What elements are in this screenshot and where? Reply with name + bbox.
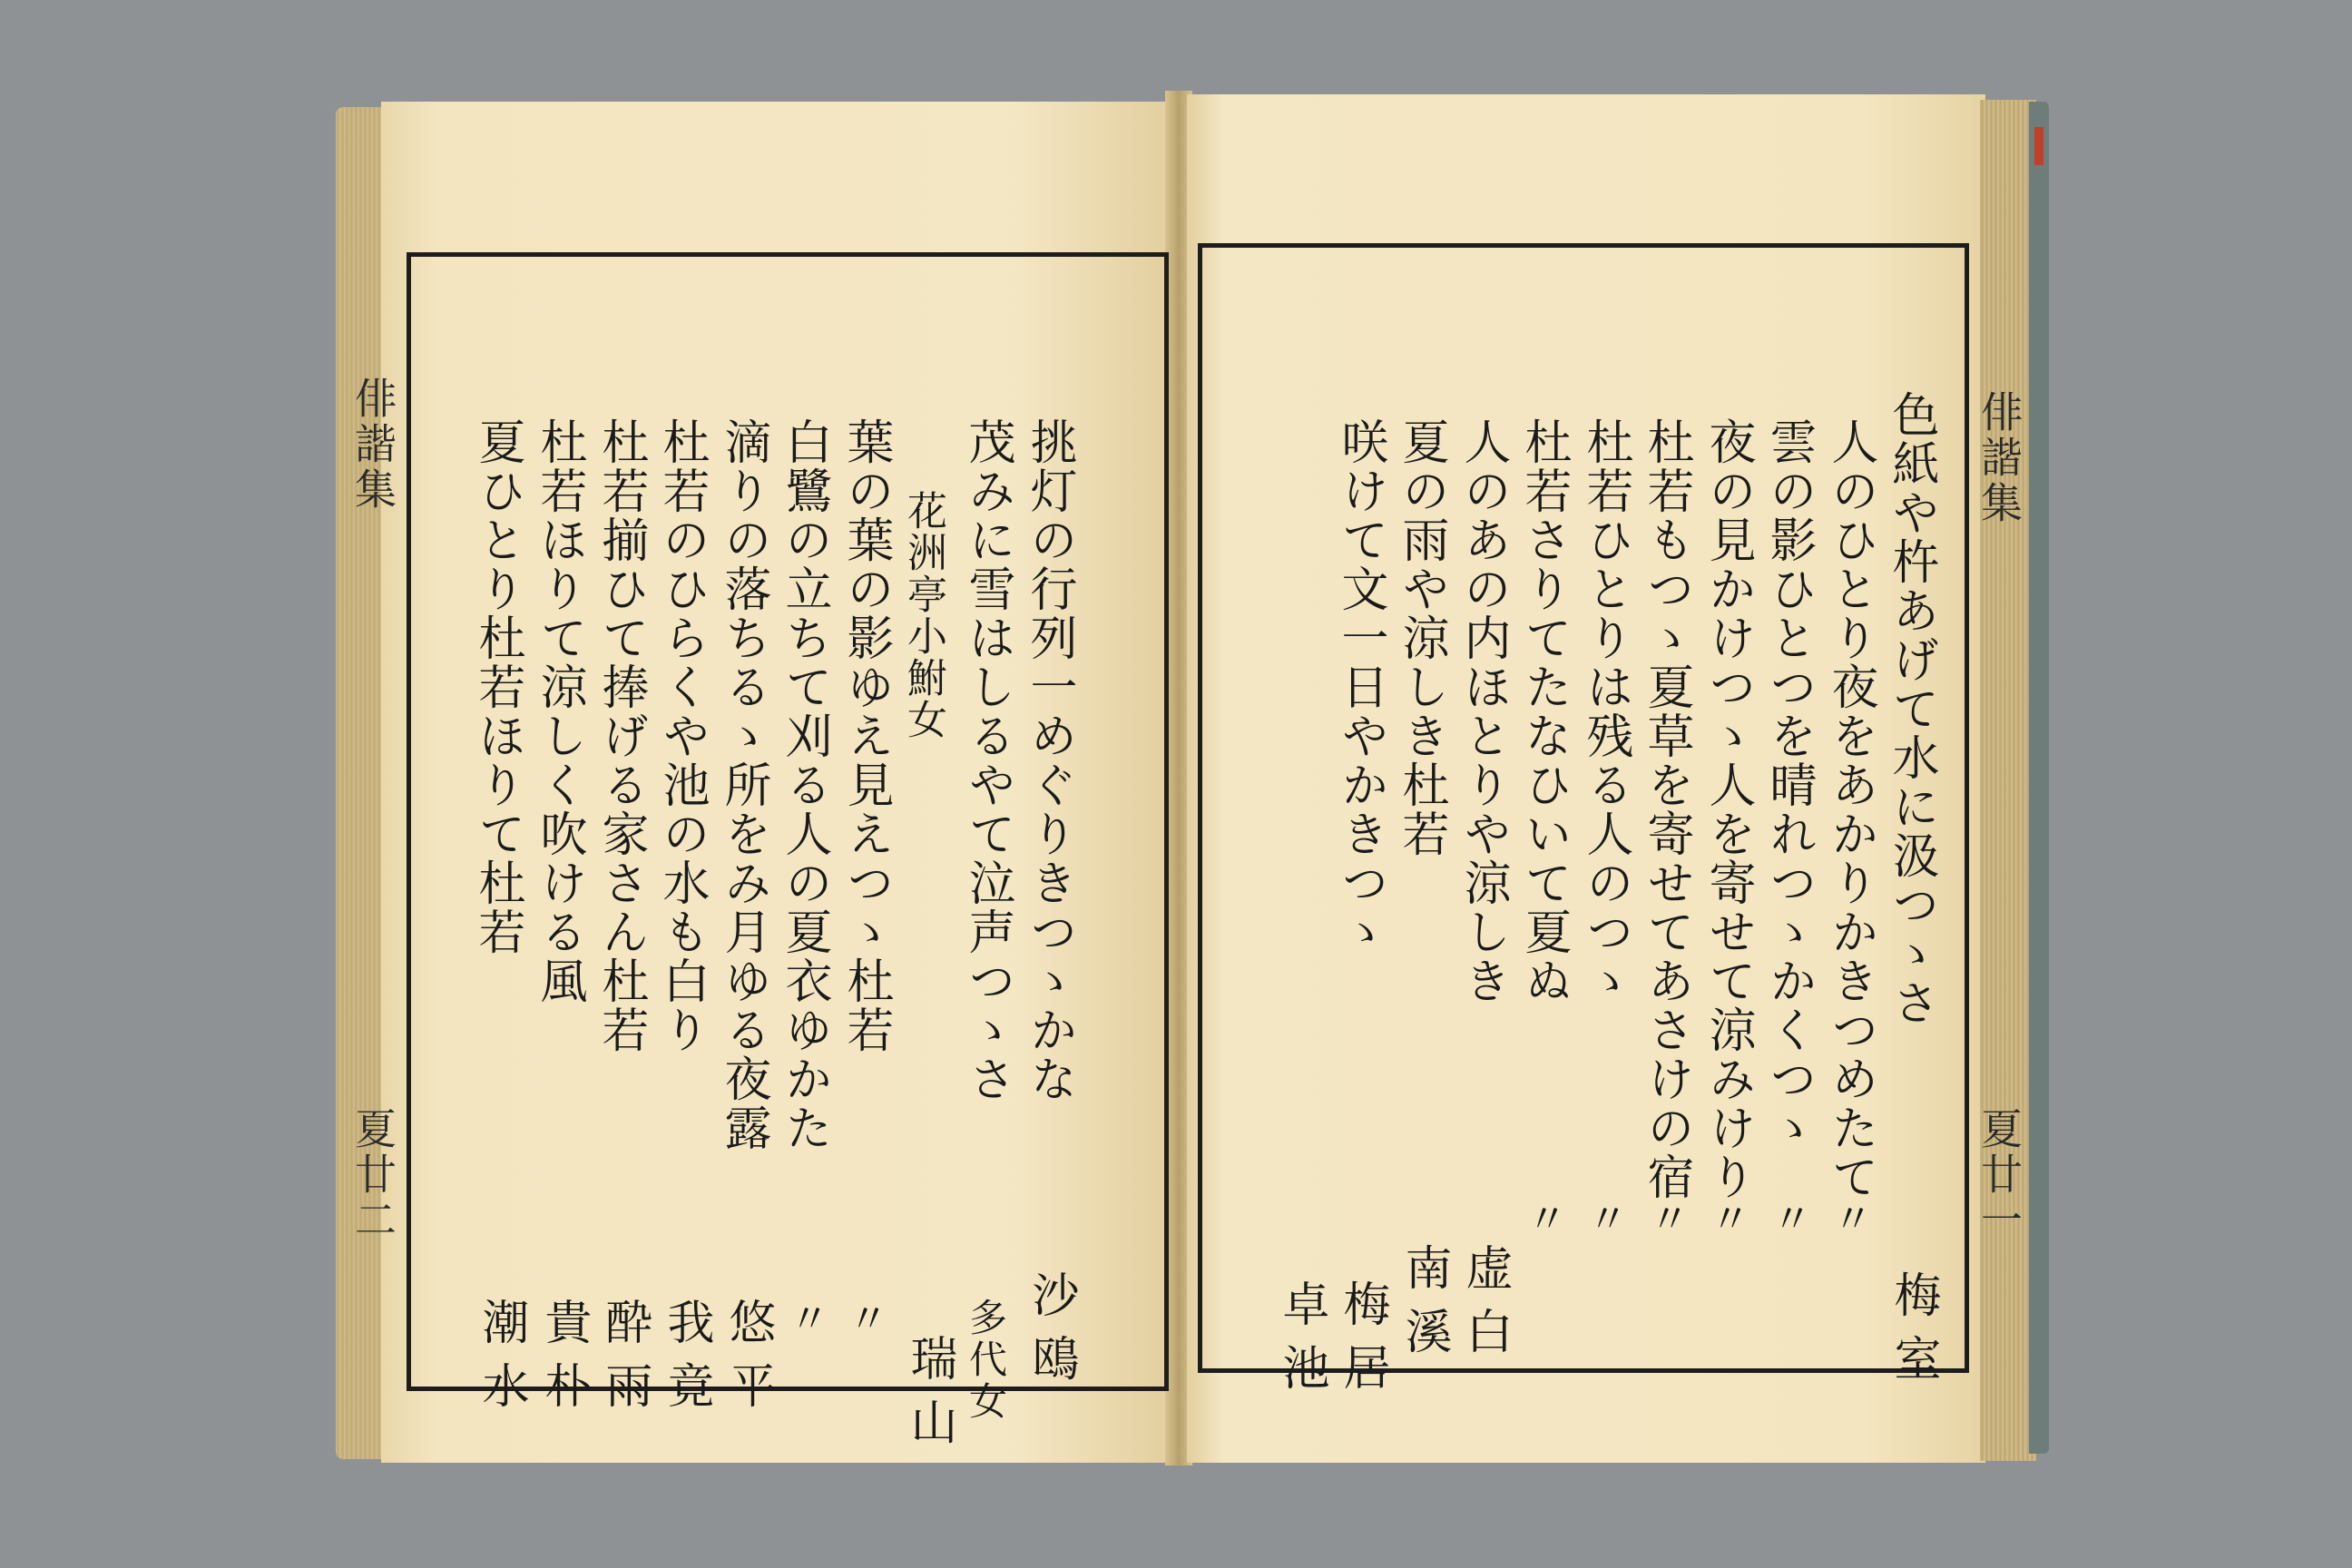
author: 潮水	[474, 1298, 528, 1425]
right-margin-title: 俳諧集	[1975, 390, 2024, 526]
verse: 挑灯の行列一めぐりきつゝかな	[1022, 417, 1076, 1103]
left-margin-folio: 夏廿二	[348, 1107, 397, 1243]
verse: 夏ひとり杜若ほりて杜若	[470, 417, 524, 956]
verse: 杜若ほりて涼しく吹ける風	[532, 417, 586, 1005]
right-margin-folio: 夏廿一	[1975, 1107, 2024, 1243]
verse: 夜の見かけつゝ人を寄せて涼みけり	[1700, 417, 1755, 1201]
verse: 杜若揃ひて捧げる家さん杜若	[593, 417, 648, 1054]
author: 沙鴎	[1024, 1270, 1078, 1397]
author: 南溪	[1396, 1243, 1451, 1370]
author: 悠平	[720, 1298, 775, 1425]
verse: 咲けて文一日やかきつゝ	[1333, 417, 1387, 956]
ditto-mark: 〃	[1642, 1198, 1689, 1243]
book-cover	[2029, 102, 2049, 1454]
left-margin-title: 俳諧集	[348, 377, 397, 513]
verse: 白鷺の立ちて刈る人の夏衣ゆかた	[777, 417, 831, 1152]
verse: 夏の雨や涼しき杜若	[1394, 417, 1448, 858]
ditto-mark: 〃	[1826, 1198, 1872, 1243]
verse: 杜若ひとりは残る人のつゝ	[1578, 417, 1632, 1005]
author: 我竟	[659, 1298, 713, 1425]
author: 貴朴	[536, 1298, 591, 1425]
ditto-mark: 〃	[1581, 1198, 1627, 1243]
verse: 葉の葉の影ゆえ見えつゝ杜若	[838, 417, 893, 1054]
verse: 杜若のひらくや池の水も白り	[654, 417, 709, 1054]
ditto-mark: 〃	[1765, 1198, 1811, 1243]
author: 虚白	[1457, 1243, 1512, 1370]
right-page-edge	[1980, 100, 2036, 1461]
ditto-mark: 〃	[1703, 1198, 1749, 1243]
verse: 人のひとり夜をあかりかきつめたて	[1823, 417, 1877, 1201]
verse-preface: 花洲亭小鮒女	[900, 490, 946, 740]
author: 梅室	[1886, 1270, 1940, 1397]
verse: 滴りの落ちるゝ所をみ月ゆる夜露	[716, 417, 770, 1152]
author: 卓池	[1274, 1279, 1328, 1406]
open-book	[336, 91, 2051, 1465]
author: 瑞山	[902, 1334, 956, 1461]
verse: 人のあの内ほとりや涼しき	[1455, 417, 1510, 1005]
ditto-mark: 〃	[1520, 1198, 1566, 1243]
author: 多代女	[964, 1298, 1008, 1423]
verse: 杜若もつゝ夏草を寄せてあさけの宿	[1639, 417, 1693, 1201]
verse: 茂みに雪はしるやて泣声つゝさ	[960, 417, 1014, 1103]
verse: 色紙や杵あげて水に汲つゝさ	[1884, 390, 1938, 1027]
left-page-edge	[336, 107, 386, 1459]
verse: 雲の影ひとつを晴れつゝかくつゝ	[1761, 417, 1816, 1152]
ditto-mark: 〃	[841, 1298, 887, 1343]
author: 梅居	[1335, 1279, 1389, 1406]
author: 酔雨	[597, 1298, 652, 1425]
verse: 杜若さりてたなひいて夏ぬ	[1516, 417, 1571, 1005]
ditto-mark: 〃	[782, 1298, 828, 1343]
cover-tab	[2034, 127, 2043, 165]
